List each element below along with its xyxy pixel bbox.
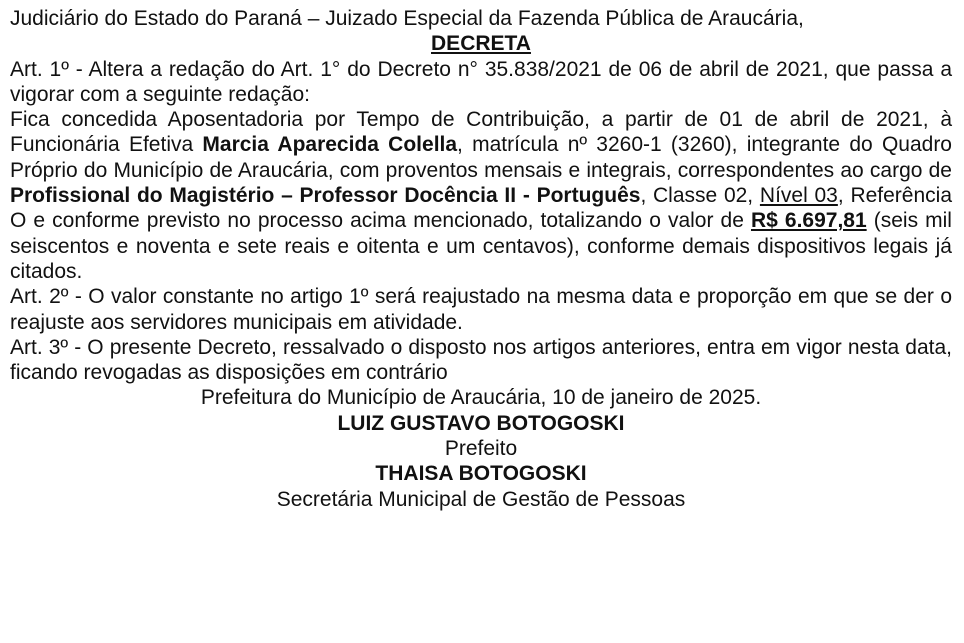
grant-text-1: Fica concedida Aposentadoria por Tempo de Contribuição, a partir de 01 de abril de 2021, à Funcionária Efetiva (10, 108, 952, 157)
signatory-1-name: LUIZ GUSTAVO BOTOGOSKI (337, 411, 625, 435)
retirement-grant-paragraph (10, 107, 952, 284)
employee-name: Marcia Aparecida Colella (202, 133, 458, 157)
employee-role: Profissional do Magistério – Professor Docência II - Português (10, 184, 641, 208)
intro-paragraph: Judiciário do Estado do Paraná – Juizado Especial da Fazenda Pública de Araucária, (10, 7, 804, 30)
employee-level: Nível 03 (759, 184, 838, 208)
article-1-paragraph: Art. 1º - Altera a redação do Art. 1° do Decreto n° 35.838/2021 de 06 de abril de 2021, que passa a vigorar com a seguinte redação: (10, 57, 952, 106)
article-3-paragraph: Art. 3º - O presente Decreto, ressalvado o disposto nos artigos anteriores, entra em vigor nesta data, ficando revogadas as disposições em contrário (10, 335, 952, 385)
pension-amount: R$ 6.697,81 (750, 209, 867, 233)
decree-heading: DECRETA (431, 32, 531, 56)
article-2-paragraph: Art. 2º - O valor constante no artigo 1º será reajustado na mesma data e proporção em que se der o reajuste aos servidores municipais em atividade. (10, 285, 952, 334)
signatory-1-title: Prefeito (444, 437, 518, 461)
grant-text-3: , Classe 02, (640, 184, 760, 208)
signatory-2-name: THAISA BOTOGOSKI (375, 462, 587, 486)
decree-heading-line (10, 31, 952, 56)
grant-text-4: , Referência O e conforme previsto no processo acima mencionado, totalizando o valor de (10, 184, 952, 233)
grant-text-2: , matrícula nº 3260-1 (3260), integrante do Quadro Próprio do Município de Araucária, com proventos mensais e integrais, correspondentes ao cargo de (10, 133, 952, 182)
place-date-line: Prefeitura do Município de Araucária, 10 de janeiro de 2025. (200, 386, 762, 410)
signatory-2-title: Secretária Municipal de Gestão de Pessoas (276, 487, 686, 511)
grant-text-5: (seis mil seiscentos e noventa e sete reais e oitenta e um centavos), conforme demais dispositivos legais já citados. (10, 209, 952, 283)
